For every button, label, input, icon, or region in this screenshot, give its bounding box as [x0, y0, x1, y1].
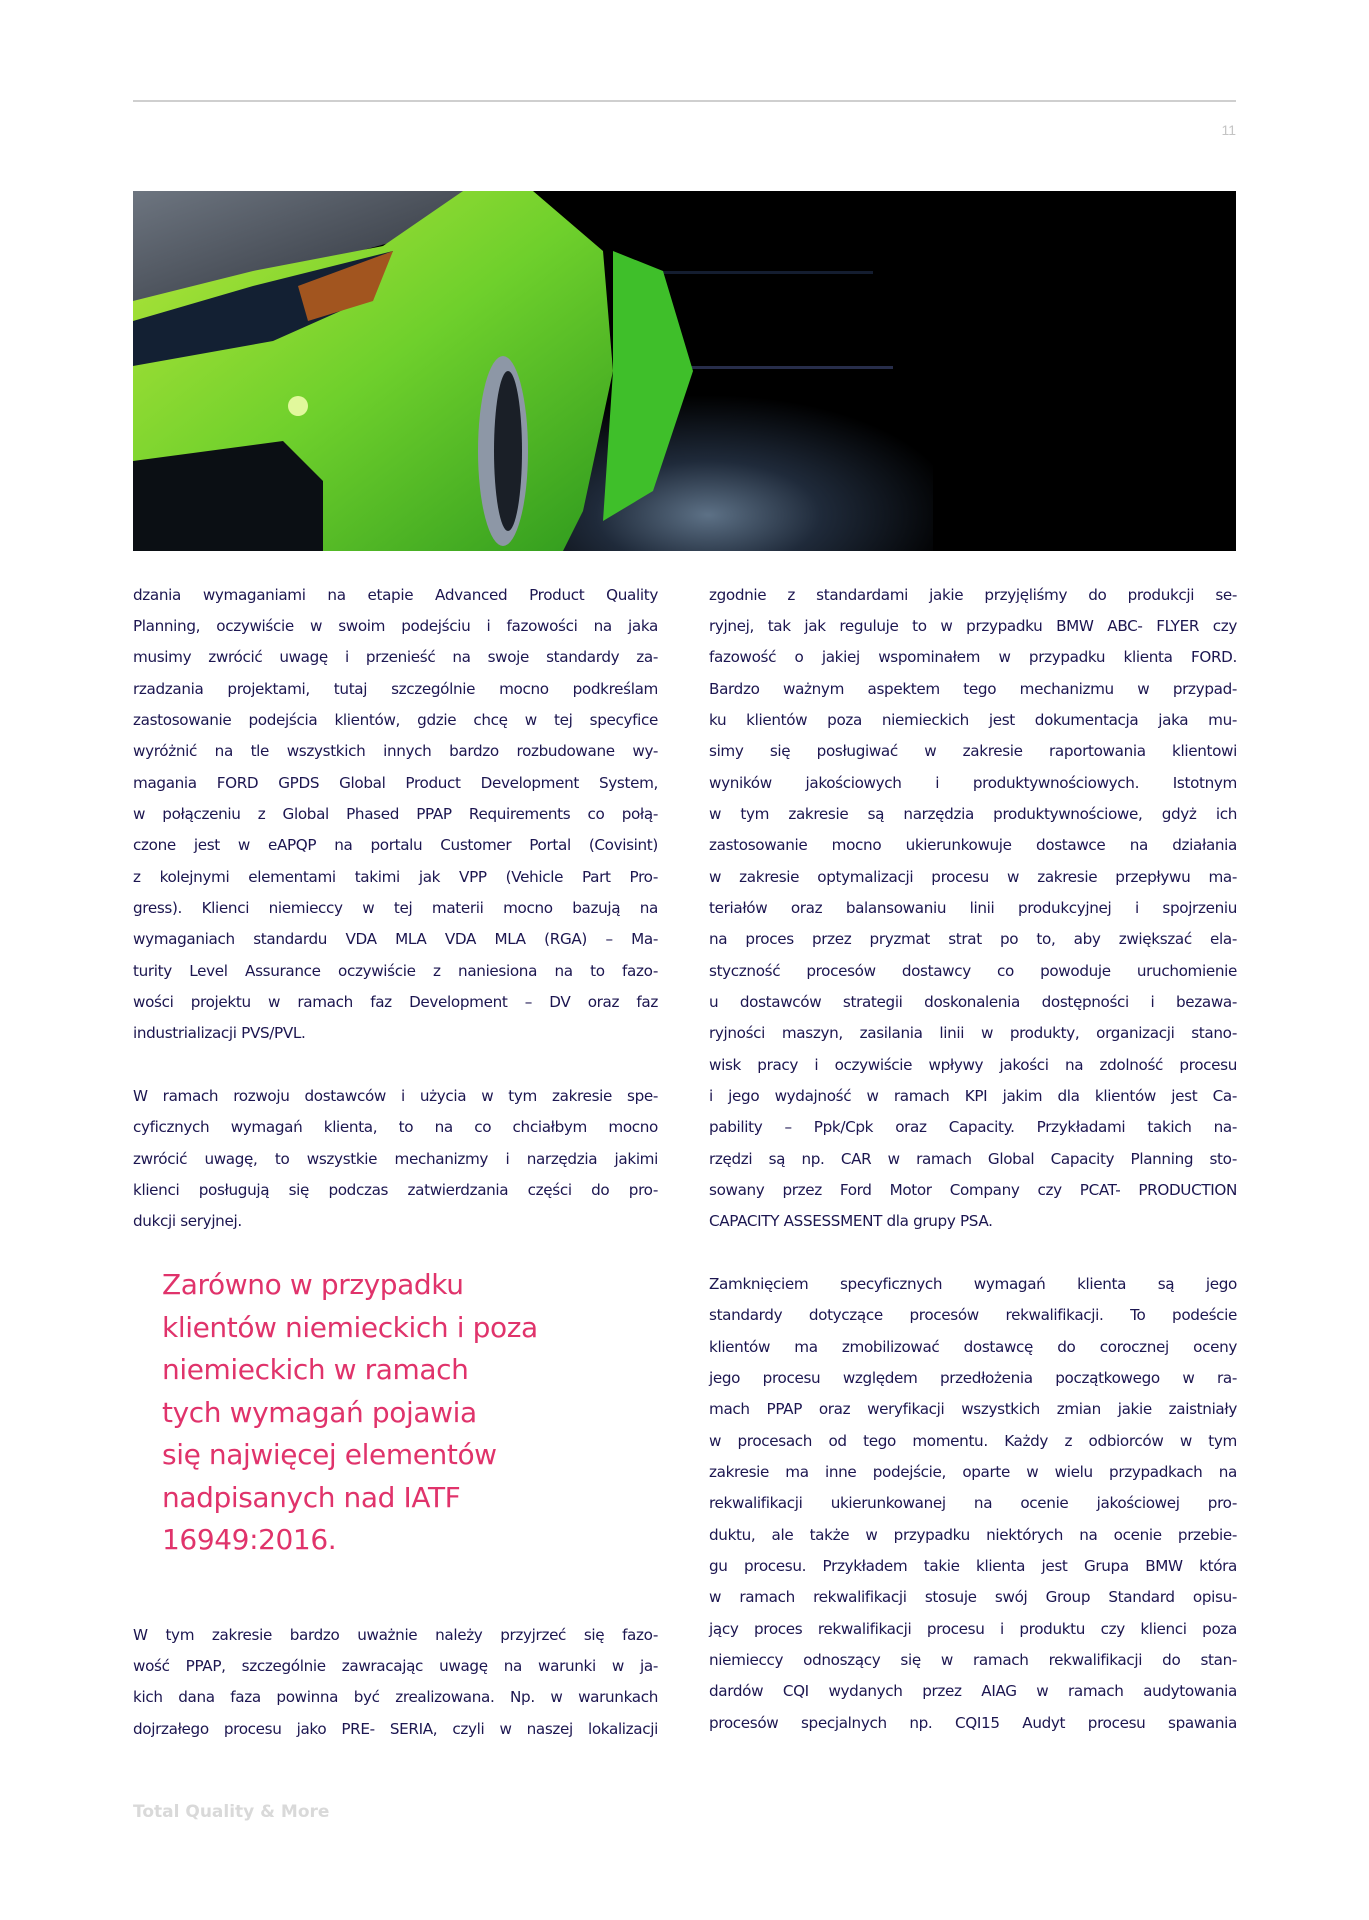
- text-line: cyficznych wymagań klienta, to na co chciałbym mocno: [133, 1118, 658, 1136]
- footer-publication-name: Total Quality & More: [133, 1802, 330, 1822]
- text-line: duktu, ale także w przypadku niektórych na ocenie przebie-: [709, 1526, 1237, 1544]
- text-line: z kolejnymi elementami takimi jak VPP (Vehicle Part Pro-: [133, 868, 658, 886]
- text-line: rzadzania projektami, tutaj szczególnie mocno podkreślam: [133, 680, 658, 698]
- text-line: w ramach rekwalifikacji stosuje swój Group Standard opisu-: [709, 1588, 1237, 1606]
- text-line: turity Level Assurance oczywiście z naniesiona na to fazo-: [133, 962, 658, 980]
- text-line: dukcji seryjnej.: [133, 1212, 242, 1230]
- text-line: teriałów oraz balansowaniu linii produkcyjnej i spojrzeniu: [709, 899, 1237, 917]
- text-line: klienci posługują się podczas zatwierdzania części do pro-: [133, 1181, 658, 1199]
- text-line: niemieccy odnoszący się w ramach rekwalifikacji do stan-: [709, 1651, 1237, 1669]
- text-line: Bardzo ważnym aspektem tego mechanizmu w przypad-: [709, 680, 1237, 698]
- pull-quote-line: Zarówno w przypadku: [162, 1268, 464, 1301]
- text-line: styczność procesów dostawcy co powoduje uruchomienie: [709, 962, 1237, 980]
- text-line: rekwalifikacji ukierunkowanej na ocenie jakościowej pro-: [709, 1494, 1237, 1512]
- text-line: w procesach od tego momentu. Każdy z odbiorców w tym: [709, 1432, 1237, 1450]
- pull-quote-line: klientów niemieckich i poza: [162, 1310, 538, 1344]
- text-line: mach PPAP oraz weryfikacji wszystkich zmian jakie zaistniały: [709, 1400, 1237, 1418]
- text-line: magania FORD GPDS Global Product Development System,: [133, 774, 658, 792]
- pull-quote-line: 16949:2016.: [162, 1523, 337, 1556]
- text-line: kich dana faza powinna być zrealizowana. Np. w warunkach: [133, 1688, 658, 1706]
- text-line: wości projektu w ramach faz Development – DV oraz faz: [133, 993, 658, 1011]
- text-line: procesów specjalnych np. CQI15 Audyt procesu spawania: [709, 1714, 1237, 1732]
- text-line: W ramach rozwoju dostawców i użycia w tym zakresie spe-: [133, 1087, 658, 1105]
- text-line: ku klientów poza niemieckich jest dokumentacja jaka mu-: [709, 711, 1237, 729]
- text-line: standardy dotyczące procesów rekwalifikacji. To podeście: [709, 1306, 1237, 1324]
- text-line: CAPACITY ASSESSMENT dla grupy PSA.: [709, 1212, 993, 1230]
- text-line: wość PPAP, szczególnie zawracając uwagę na warunki w ja-: [133, 1657, 658, 1675]
- text-line: W tym zakresie bardzo uważnie należy przyjrzeć się fazo-: [133, 1626, 658, 1644]
- pull-quote: [162, 1264, 682, 1562]
- text-line: dzania wymaganiami na etapie Advanced Product Quality: [133, 586, 658, 604]
- text-line: u dostawców strategii doskonalenia dostępności i bezawa-: [709, 993, 1237, 1011]
- text-line: musimy zwrócić uwagę i przenieść na swoje standardy za-: [133, 648, 658, 666]
- pull-quote-line: nadpisanych nad IATF: [162, 1480, 461, 1514]
- pull-quote-line: niemieckich w ramach: [162, 1353, 469, 1386]
- text-line: wyróżnić na tle wszystkich innych bardzo rozbudowane wy-: [133, 742, 658, 760]
- text-line: wyników jakościowych i produktywnościowych. Istotnym: [709, 774, 1237, 792]
- text-line: sowany przez Ford Motor Company czy PCAT- PRODUCTION: [709, 1181, 1237, 1199]
- header-rule: [133, 100, 1236, 102]
- text-line: fazowość o jakiej wspominałem w przypadku klienta FORD.: [709, 648, 1237, 666]
- pull-quote-line: się najwięcej elementów: [162, 1438, 497, 1471]
- text-line: zakresie ma inne podejście, oparte w wielu przypadkach na: [709, 1463, 1237, 1481]
- text-line: czone jest w eAPQP na portalu Customer Portal (Covisint): [133, 836, 658, 854]
- text-line: zastosowanie mocno ukierunkowuje dostawce na działania: [709, 836, 1237, 854]
- hero-image-green-car: [133, 191, 1236, 551]
- text-line: wymaganiach standardu VDA MLA VDA MLA (RGA) – Ma-: [133, 930, 658, 948]
- text-line: i jego wydajność w ramach KPI jakim dla klientów jest Ca-: [709, 1087, 1237, 1105]
- text-line: gress). Klienci niemieccy w tej materii mocno bazują na: [133, 899, 658, 917]
- text-line: ryjnej, tak jak reguluje to w przypadku BMW ABC- FLYER czy: [709, 617, 1237, 635]
- text-line: klientów ma zmobilizować dostawcę do corocznej oceny: [709, 1338, 1237, 1356]
- text-line: industrializacji PVS/PVL.: [133, 1024, 306, 1042]
- text-line: jący proces rekwalifikacji procesu i produktu czy klienci poza: [709, 1620, 1237, 1638]
- text-line: rzędzi są np. CAR w ramach Global Capacity Planning sto-: [709, 1150, 1237, 1168]
- text-line: zastosowanie podejścia klientów, gdzie chcę w tej specyfice: [133, 711, 658, 729]
- text-line: wisk pracy i oczywiście wpływy jakości na zdolność procesu: [709, 1056, 1237, 1074]
- text-line: simy się posługiwać w zakresie raportowania klientowi: [709, 742, 1237, 760]
- page-number: 11: [1221, 122, 1236, 138]
- text-line: w zakresie optymalizacji procesu w zakresie przepływu ma-: [709, 868, 1237, 886]
- text-line: w połączeniu z Global Phased PPAP Requirements co połą-: [133, 805, 658, 823]
- text-line: na proces przez pryzmat strat po to, aby zwiększać ela-: [709, 930, 1237, 948]
- text-line: zwrócić uwagę, to wszystkie mechanizmy i narzędzia jakimi: [133, 1150, 658, 1168]
- text-line: Zamknięciem specyficznych wymagań klienta są jego: [709, 1275, 1237, 1293]
- car-illustration: [133, 191, 1236, 551]
- text-line: Planning, oczywiście w swoim podejściu i fazowości na jaka: [133, 617, 658, 635]
- pull-quote-line: tych wymagań pojawia: [162, 1395, 477, 1429]
- text-line: jego procesu względem przedłożenia początkowego w ra-: [709, 1369, 1237, 1387]
- text-line: gu procesu. Przykładem takie klienta jest Grupa BMW która: [709, 1557, 1237, 1575]
- text-line: ryjności maszyn, zasilania linii w produkty, organizacji stano-: [709, 1024, 1237, 1042]
- text-line: pability – Ppk/Cpk oraz Capacity. Przykładami takich na-: [709, 1118, 1237, 1136]
- text-line: w tym zakresie są narzędzia produktywnościowe, gdyż ich: [709, 805, 1237, 823]
- text-line: zgodnie z standardami jakie przyjęliśmy do produkcji se-: [709, 586, 1237, 604]
- text-line: dojrzałego procesu jako PRE- SERIA, czyli w naszej lokalizacji: [133, 1720, 658, 1738]
- text-line: dardów CQI wydanych przez AIAG w ramach audytowania: [709, 1682, 1237, 1700]
